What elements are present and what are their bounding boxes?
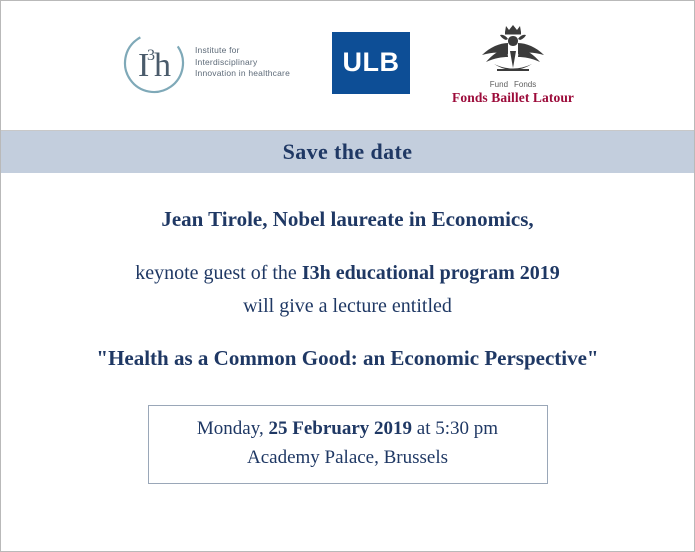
- flyer-body: [1, 173, 694, 551]
- fbl-word-fonds: Fonds: [514, 80, 537, 89]
- event-venue: Academy Palace, Brussels: [246, 447, 449, 468]
- logo-band: [1, 1, 694, 131]
- event-details-box: [148, 405, 548, 484]
- logo-ulb: [332, 32, 410, 94]
- i3h-tagline-line-2: Interdisciplinary: [194, 56, 258, 67]
- keynote-line: [41, 262, 654, 285]
- keynote-program: I3h educational program 2019: [301, 262, 560, 284]
- lecture-title: "Health as a Common Good: an Economic Perspective": [96, 346, 599, 370]
- event-day-prefix: Monday,: [196, 418, 269, 439]
- crest-icon: [464, 19, 562, 79]
- svg-text:I: I: [137, 46, 150, 84]
- event-date-line: [159, 418, 537, 440]
- speaker-line: Jean Tirole, Nobel laureate in Economics,: [161, 207, 534, 231]
- event-time: at 5:30 pm: [412, 418, 499, 439]
- i3h-tagline-line-3: Innovation in healthcare: [194, 68, 291, 79]
- logo-i3h: [121, 30, 290, 96]
- i3h-logo-icon: [121, 30, 187, 96]
- i3h-tagline: [195, 45, 290, 79]
- event-date: 25 February 2019: [268, 418, 413, 439]
- save-the-date-banner: [1, 131, 694, 173]
- svg-text:3: 3: [146, 46, 155, 64]
- banner-title: Save the date: [282, 139, 413, 164]
- keynote-prefix: keynote guest of the: [135, 262, 302, 284]
- lecture-intro-line: will give a lecture entitled: [243, 295, 452, 317]
- fbl-words: [490, 80, 536, 89]
- fbl-word-fund: Fund: [489, 80, 509, 89]
- fbl-name: Fonds Baillet Latour: [452, 90, 575, 105]
- ulb-logo-text: ULB: [342, 47, 400, 77]
- logo-fonds-baillet-latour: [452, 19, 574, 106]
- i3h-tagline-line-1: Institute for: [194, 45, 240, 56]
- svg-text:h: h: [153, 46, 171, 84]
